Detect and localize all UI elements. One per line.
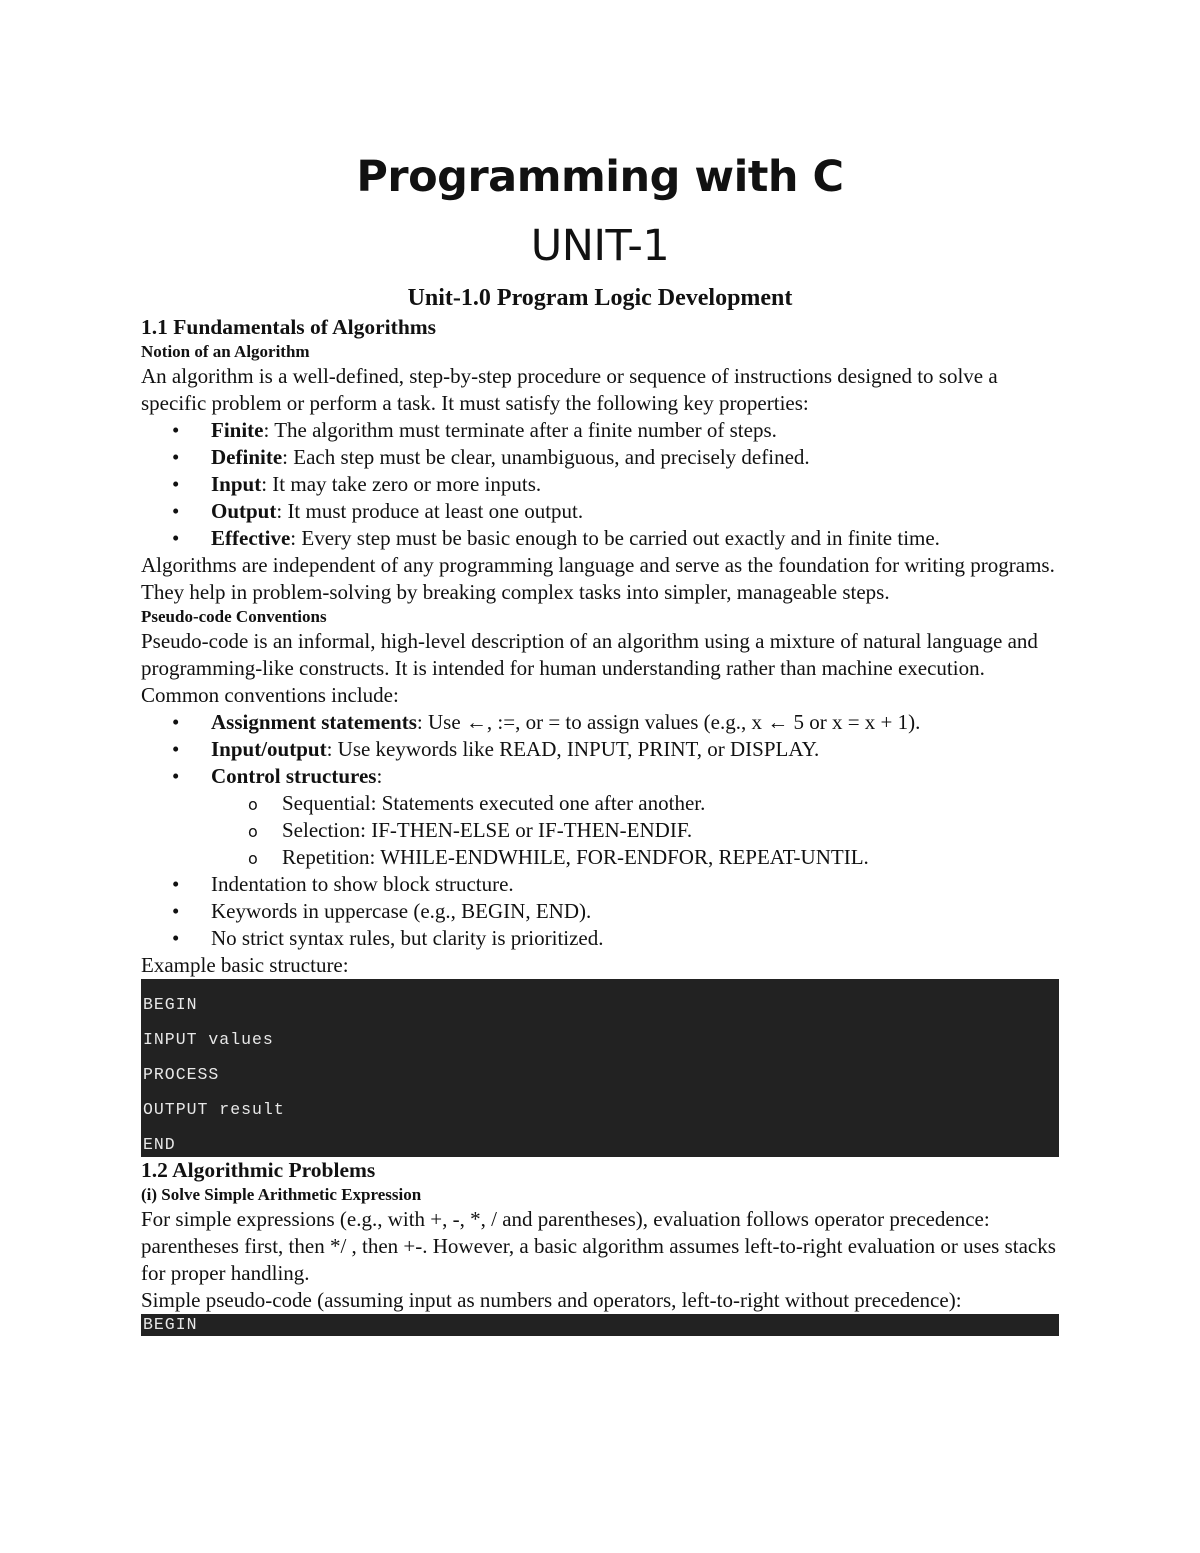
term-desc: : It may take zero or more inputs. xyxy=(261,472,542,496)
code-line: PROCESS xyxy=(143,1065,220,1084)
circle-bullet-icon: o xyxy=(248,795,258,814)
term: Finite xyxy=(211,418,264,442)
code-line: BEGIN xyxy=(143,995,198,1014)
properties-list xyxy=(141,417,1059,552)
bullet-icon: • xyxy=(172,418,180,442)
bullet-icon: • xyxy=(172,872,180,896)
code-block-example xyxy=(141,979,1059,1157)
list-item xyxy=(141,417,1059,444)
list-item xyxy=(141,763,1059,871)
list-item xyxy=(141,471,1059,498)
bullet-icon: • xyxy=(172,472,180,496)
list-item xyxy=(141,498,1059,525)
code-block-arith xyxy=(141,1314,1059,1336)
term: Control structures xyxy=(211,764,377,788)
pseudo-intro: Pseudo-code is an informal, high-level description of an algorithm using a mixture of natural language and programming-like constructs. It is intended for human understanding rather than machine execution. Common conventions include: xyxy=(141,629,1038,707)
term: Definite xyxy=(211,445,283,469)
control-item-text: Repetition: WHILE-ENDWHILE, FOR-ENDFOR, REPEAT-UNTIL. xyxy=(282,845,869,869)
bullet-icon: • xyxy=(172,445,180,469)
control-structures-list xyxy=(211,790,1059,871)
list-item xyxy=(141,790,1059,817)
list-item xyxy=(141,525,1059,552)
notion-intro: An algorithm is a well-defined, step-by-step procedure or sequence of instructions designed to solve a specific problem or perform a task. It must satisfy the following key properties: xyxy=(141,364,998,415)
example-label: Example basic structure: xyxy=(141,953,349,977)
unit-heading: Unit-1.0 Program Logic Development xyxy=(407,285,793,311)
code-line: BEGIN xyxy=(143,1315,198,1334)
list-item xyxy=(141,871,1059,898)
term-desc: : It must produce at least one output. xyxy=(276,499,584,523)
document-title: Programming with C xyxy=(356,152,844,202)
term: Input xyxy=(211,472,262,496)
term-desc: : xyxy=(376,764,383,788)
subheading-notion: Notion of an Algorithm xyxy=(141,342,310,361)
bullet-icon: • xyxy=(172,526,180,550)
convention-text: Indentation to show block structure. xyxy=(211,872,514,896)
bullet-icon: • xyxy=(172,926,180,950)
code-line: OUTPUT result xyxy=(143,1100,285,1119)
conventions-list xyxy=(141,709,1059,952)
term: Input/output xyxy=(211,737,327,761)
notion-closing: Algorithms are independent of any programming language and serve as the foundation for writing programs. They help in problem-solving by breaking complex tasks into simpler, manageable steps. xyxy=(141,553,1055,604)
document-page xyxy=(141,150,1059,1336)
bullet-icon: • xyxy=(172,499,180,523)
bullet-icon: • xyxy=(172,899,180,923)
bullet-icon: • xyxy=(172,710,180,734)
list-item xyxy=(141,736,1059,763)
subheading-arith: (i) Solve Simple Arithmetic Expression xyxy=(141,1185,422,1204)
bullet-icon: • xyxy=(172,737,180,761)
code-line: INPUT values xyxy=(143,1030,274,1049)
arith-para-2: Simple pseudo-code (assuming input as numbers and operators, left-to-right without precedence): xyxy=(141,1288,962,1312)
section-heading-1-1: 1.1 Fundamentals of Algorithms xyxy=(141,315,437,339)
term: Assignment statements xyxy=(211,710,417,734)
arith-para-1: For simple expressions (e.g., with +, -, *, / and parentheses), evaluation follows operator precedence: parentheses first, then */ , then +-. However, a basic algorithm assumes left-to-right evaluation or uses stacks for proper handling. xyxy=(141,1207,1056,1285)
term-desc: : The algorithm must terminate after a finite number of steps. xyxy=(263,418,777,442)
convention-text: Keywords in uppercase (e.g., BEGIN, END). xyxy=(211,899,592,923)
term-desc: : Use ←, :=, or = to assign values (e.g., x ← 5 or x = x + 1). xyxy=(416,710,921,734)
list-item xyxy=(141,925,1059,952)
section-heading-1-2: 1.2 Algorithmic Problems xyxy=(141,1158,376,1182)
control-item-text: Selection: IF-THEN-ELSE or IF-THEN-ENDIF. xyxy=(282,818,693,842)
circle-bullet-icon: o xyxy=(248,849,258,868)
unit-title: UNIT-1 xyxy=(530,221,670,271)
bullet-icon: • xyxy=(172,764,180,788)
list-item xyxy=(141,898,1059,925)
term-desc: : Every step must be basic enough to be carried out exactly and in finite time. xyxy=(290,526,940,550)
term: Output xyxy=(211,499,277,523)
list-item xyxy=(141,844,1059,871)
code-line: END xyxy=(143,1135,176,1154)
convention-text: No strict syntax rules, but clarity is prioritized. xyxy=(211,926,604,950)
term-desc: : Each step must be clear, unambiguous, and precisely defined. xyxy=(282,445,810,469)
list-item xyxy=(141,709,1059,736)
control-item-text: Sequential: Statements executed one after another. xyxy=(282,791,706,815)
subheading-pseudo: Pseudo-code Conventions xyxy=(141,607,327,626)
term-desc: : Use keywords like READ, INPUT, PRINT, or DISPLAY. xyxy=(326,737,820,761)
circle-bullet-icon: o xyxy=(248,822,258,841)
list-item xyxy=(141,444,1059,471)
term: Effective xyxy=(211,526,291,550)
list-item xyxy=(141,817,1059,844)
